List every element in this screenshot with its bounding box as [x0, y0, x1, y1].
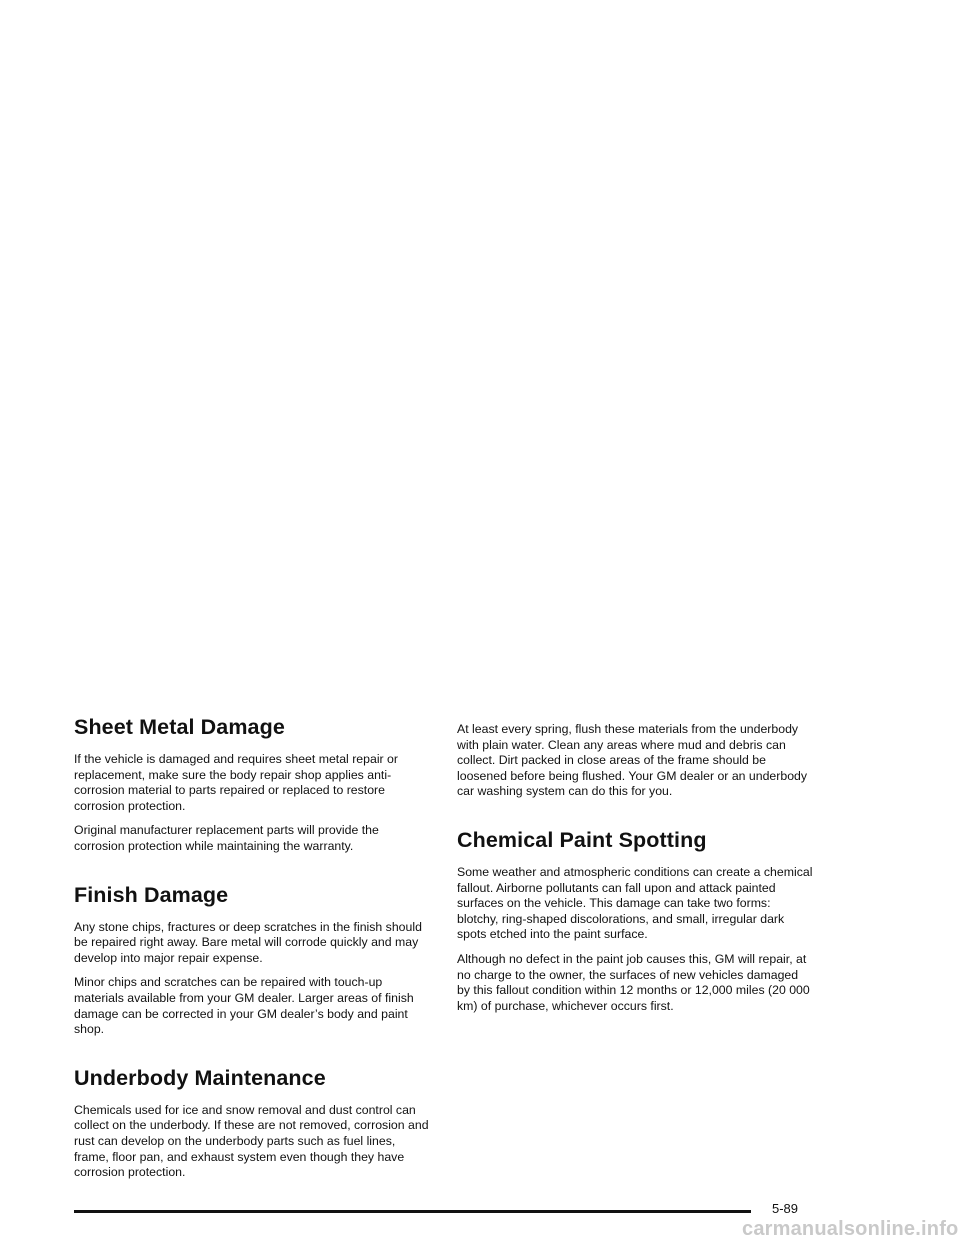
paragraph: Minor chips and scratches can be repaired with touch-up materials available from your GM dealer. Larger areas of finish damage can be corrected in your GM dealer’s body and paint shop. [74, 975, 414, 1037]
paragraph: Although no defect in the paint job causes this, GM will repair, at no charge to the owner, the surfaces of new vehicles damaged by this fallout condition within 12 months or 12,000 miles (20 000 km) of purchase, whichever occurs first. [457, 951, 810, 1013]
paragraph: Chemicals used for ice and snow removal and dust control can collect on the underbody. If these are not removed, corrosion and rust can develop on the underbody parts such as fuel lines, frame, floor pan, and exhaust system even though they have corrosion protection. [74, 1102, 429, 1180]
paragraph: At least every spring, flush these materials from the underbody with plain water. Clean any areas where mud and debris can collect. Dirt packed in close areas of the frame should be loosened before being flushed. Your GM dealer or an underbody car washing system can do this for you. [457, 722, 808, 799]
paragraph: Original manufacturer replacement parts will provide the corrosion protection while maintaining the warranty. [74, 823, 379, 853]
section-heading: Chemical Paint Spotting [457, 827, 707, 852]
section-chemical-paint-spotting [457, 827, 813, 1014]
section-heading: Underbody Maintenance [74, 1065, 326, 1090]
section-sheet-metal-damage [74, 714, 430, 855]
paragraph: Some weather and atmospheric conditions can create a chemical fallout. Airborne pollutants can fall upon and attack painted surfaces on the vehicle. This damage can take two forms: blotchy, ring-shaped discolorations, and small, irregular dark spots etched into the paint surface. [457, 864, 813, 942]
section-finish-damage [74, 882, 430, 1038]
paragraph: If the vehicle is damaged and requires sheet metal repair or replacement, make sure the body repair shop applies anti-corrosion material to parts repaired or replaced to restore corrosion protection. [74, 752, 398, 813]
paragraph: Any stone chips, fractures or deep scratches in the finish should be repaired right away. Bare metal will corrode quickly and may develop into major repair expense. [74, 919, 422, 965]
section-underbody-maintenance [74, 1065, 430, 1181]
footer-rule [74, 1210, 751, 1213]
page-number: 5-89 [772, 1201, 799, 1216]
section-heading: Sheet Metal Damage [74, 715, 285, 739]
watermark: carmanualsonline.info [742, 1218, 959, 1240]
section-heading: Finish Damage [74, 882, 229, 907]
left-column [74, 714, 430, 1190]
right-column [457, 722, 813, 1023]
